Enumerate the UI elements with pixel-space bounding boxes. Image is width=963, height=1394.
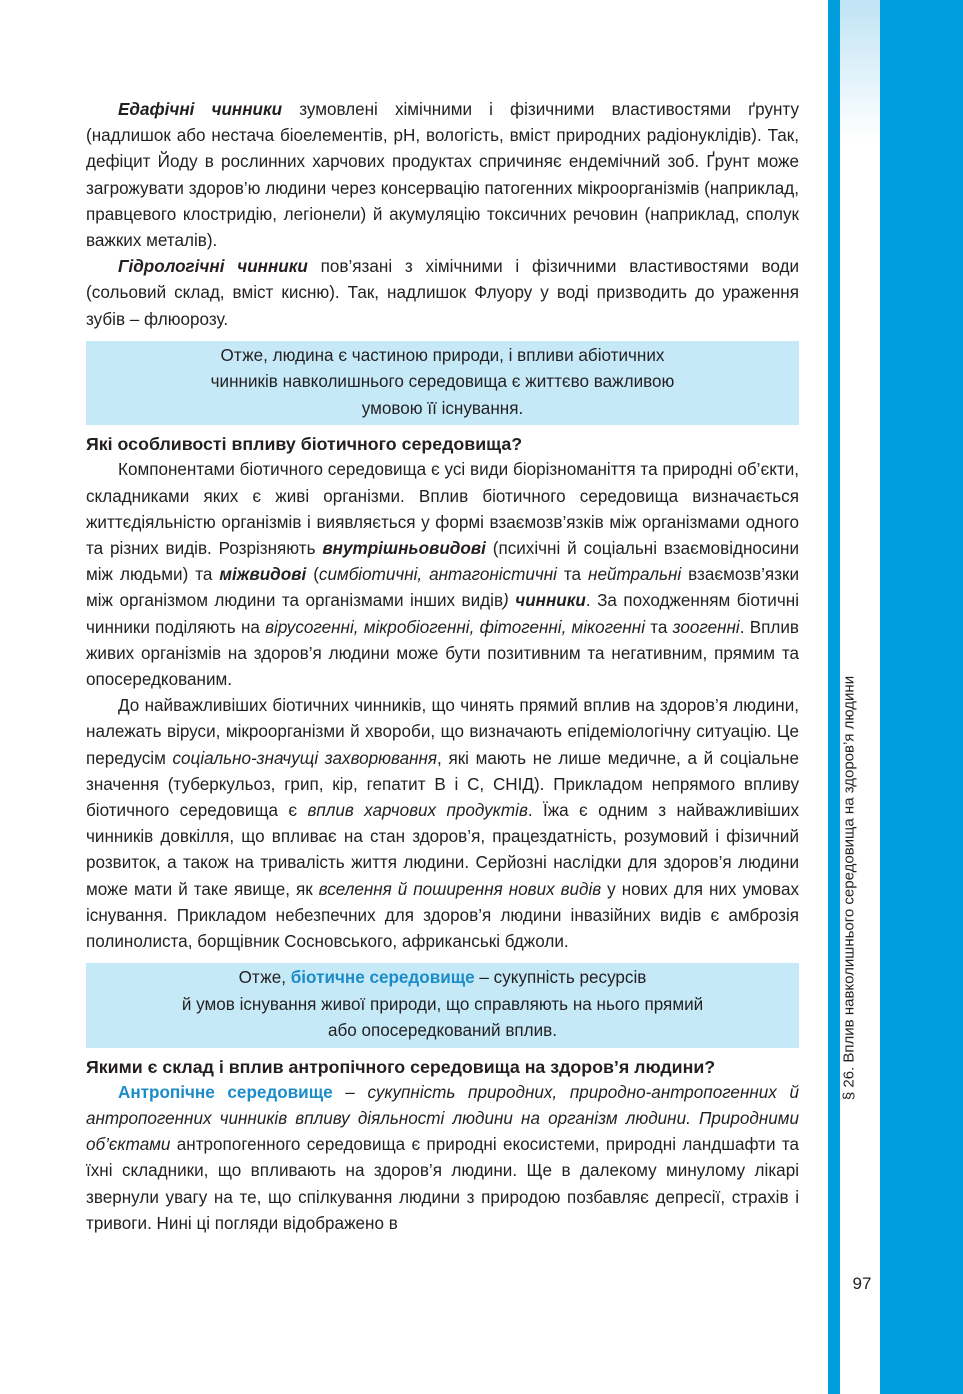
sidebar-band [880,0,963,1394]
term-anthropic-environment: Антропічне середовище [118,1082,333,1102]
paragraph-anthropic: Антропічне середовище – сукупність природних, природно-антропогенних й антропогенних чинників впливу діяльності людини на організм людини. Природними об’єктами антропогенного середовища є природні екосистеми, природні ландшафти та їхні складники, що впливають на здоров’я людини. Ще в далекому минулому лікарі звернули увагу на те, що спілкування людини з природою позбавляє депресії, страхів і тривоги. Нині ці погляди відображено в [86,1082,799,1233]
paragraph-biotic-components: Компонентами біотичного середовища є усі види біорізноманіття та природні об’єкти, складниками яких є живі організми. Вплив біотичного середовища визначається життєдіяльністю організмів і виявляється у формі взаємозв’язків між організмами одного та різних видів. Розрізняють внутрішньовидові (психічні й соціальні взаємовідносини між людьми) та міжвидові (симбіотичні, антагоністичні та нейтральні взаємозв’язки між організмом людини та організмами інших видів) чинники. За походженням біотичні чинники поділяють на вірусогенні, мікробіогенні, фітогенні, мікогенні та зоогенні. Вплив живих організмів на здоров’я людини може бути позитивним та негативним, прямим та опосередкованим. [86,460,800,689]
heading-anthropic: Якими є склад і вплив антропічного середовища на здоров’я людини? [86,1056,716,1077]
term-biotic-environment: біотичне середовище [290,968,475,988]
term-edaphic: Едафічні чинники [118,100,283,119]
term-hydrological: Гідрологічні чинники [118,257,308,277]
page-content [86,97,799,1237]
paragraph-edaphic: Едафічні чинники зумовлені хімічними і фізичними властивостями ґрунту (надлишок або нестача біоелементів, pH, вологість, вміст природних радіонуклідів). Так, дефіцит Йоду в рослинних харчових продуктах спричиняє ендемічний зоб. Ґрунт може загрожувати здоров’ю людини через консервацію патогенних мікроорганізмів (наприклад, правцевого клостридію, легіонели) й акумуляцію токсичних речовин (наприклад, сполук важких металів). [86,100,799,251]
summary-box-abiotic: Отже, людина є частиною природи, і впливи абіотичних чинників навколишнього середовища є життєво важливою умовою її існування. [86,341,799,426]
paragraph-hydrological: Гідрологічні чинники пов’язані з хімічними і фізичними властивостями води (сольовий склад, вміст кисню). Так, надлишок Флуору у воді призводить до ураження зубів – флюорозу. [86,257,800,329]
sidebar-accent-stripe [828,0,840,1394]
summary-box-biotic: Отже, біотичне середовище – сукупність ресурсів й умов існування живої природи, що справляють на нього прямий або опосередкований вплив. [86,963,799,1048]
paragraph-biotic-factors: До найважливіших біотичних чинників, що чинять прямий вплив на здоров’я людини, належать віруси, мікроорганізми й хвороби, що визначають епідеміологічну ситуацію. Це передусім соціально-значущі захворювання, які мають не лише медичне, а й соціальне значення (туберкульоз, грип, кір, гепатит B і C, СНІД). Прикладом непрямого впливу біотичного середовища є вплив харчових продуктів. Їжа є одним з найважливіших чинників довкілля, що впливає на стан здоров’я, працездатність, розумовий і фізичний розвиток, а також на тривалість життя людини. Серйозні наслідки для здоров’я людини може мати й таке явище, як вселення й поширення нових видів у нових для них умовах існування. Прикладом небезпечних для здоров’я людини інвазійних видів є амброзія полинолиста, борщівник Сосновського, африканські бджоли. [86,696,800,951]
heading-biotic: Які особливості впливу біотичного середовища? [86,434,523,455]
page-number: 97 [852,1274,872,1293]
